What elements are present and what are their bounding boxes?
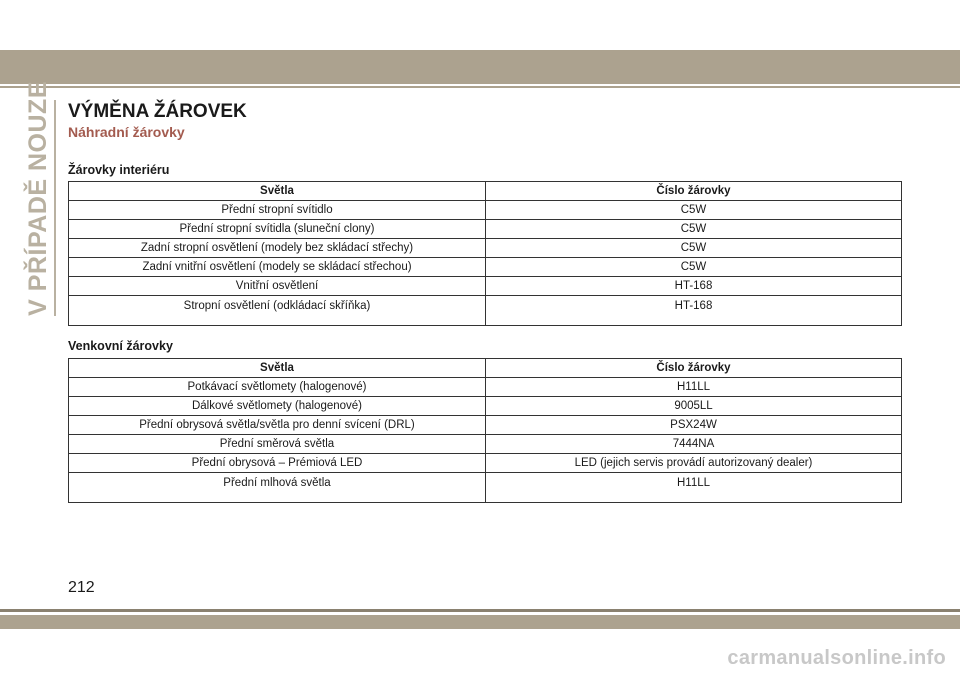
light-cell: Zadní vnitřní osvětlení (modely se skládací střechou): [69, 258, 486, 277]
chapter-side-rule: [54, 100, 56, 316]
page-title: VÝMĚNA ŽÁROVEK: [68, 101, 247, 122]
column-header-bulb-number: Číslo žárovky: [486, 182, 902, 201]
table-row: [69, 258, 902, 277]
table-row: [69, 296, 902, 326]
table-row: [69, 454, 902, 473]
light-cell: Zadní stropní osvětlení (modely bez skládací střechy): [69, 239, 486, 258]
bulb-cell: PSX24W: [486, 416, 902, 435]
top-decor-line: [0, 86, 960, 88]
table-row: [69, 239, 902, 258]
table-row: [69, 416, 902, 435]
light-cell: Vnitřní osvětlení: [69, 277, 486, 296]
page-number: 212: [68, 579, 95, 596]
light-cell: Přední obrysová světla/světla pro denní svícení (DRL): [69, 416, 486, 435]
bulb-cell: C5W: [486, 201, 902, 220]
bottom-decor-line: [0, 609, 960, 612]
bulb-cell: HT-168: [486, 296, 902, 326]
table-row: [69, 220, 902, 239]
bulb-cell: 9005LL: [486, 397, 902, 416]
bulb-cell: C5W: [486, 220, 902, 239]
page-subtitle: Náhradní žárovky: [68, 124, 185, 140]
light-cell: Potkávací světlomety (halogenové): [69, 378, 486, 397]
watermark: carmanualsonline.info: [727, 647, 946, 669]
light-cell: Přední stropní svítidla (sluneční clony): [69, 220, 486, 239]
exterior-section-title: Venkovní žárovky: [68, 339, 173, 353]
light-cell: Stropní osvětlení (odkládací skříňka): [69, 296, 486, 326]
top-decor-band: [0, 50, 960, 84]
table-row: [69, 435, 902, 454]
bulb-cell: HT-168: [486, 277, 902, 296]
bottom-decor-band: [0, 615, 960, 629]
column-header-lights: Světla: [69, 359, 486, 378]
bulb-cell: H11LL: [486, 378, 902, 397]
table-row: [69, 397, 902, 416]
column-header-lights: Světla: [69, 182, 486, 201]
bulb-cell: 7444NA: [486, 435, 902, 454]
exterior-bulbs-table: [68, 358, 902, 503]
table-row: [69, 473, 902, 503]
light-cell: Přední směrová světla: [69, 435, 486, 454]
light-cell: Přední mlhová světla: [69, 473, 486, 503]
bulb-cell: H11LL: [486, 473, 902, 503]
light-cell: Dálkové světlomety (halogenové): [69, 397, 486, 416]
light-cell: Přední stropní svítidlo: [69, 201, 486, 220]
interior-section-title: Žárovky interiéru: [68, 163, 170, 177]
light-cell: Přední obrysová – Prémiová LED: [69, 454, 486, 473]
column-header-bulb-number: Číslo žárovky: [486, 359, 902, 378]
table-row: [69, 277, 902, 296]
bulb-cell: C5W: [486, 239, 902, 258]
bulb-cell: LED (jejich servis provádí autorizovaný dealer): [486, 454, 902, 473]
table-row: [69, 201, 902, 220]
table-header-row: [69, 359, 902, 378]
chapter-side-label: [21, 81, 55, 316]
chapter-side-label-text: V PŘÍPADĚ NOUZE: [23, 81, 52, 316]
table-header-row: [69, 182, 902, 201]
interior-bulbs-table: [68, 181, 902, 326]
table-row: [69, 378, 902, 397]
bulb-cell: C5W: [486, 258, 902, 277]
